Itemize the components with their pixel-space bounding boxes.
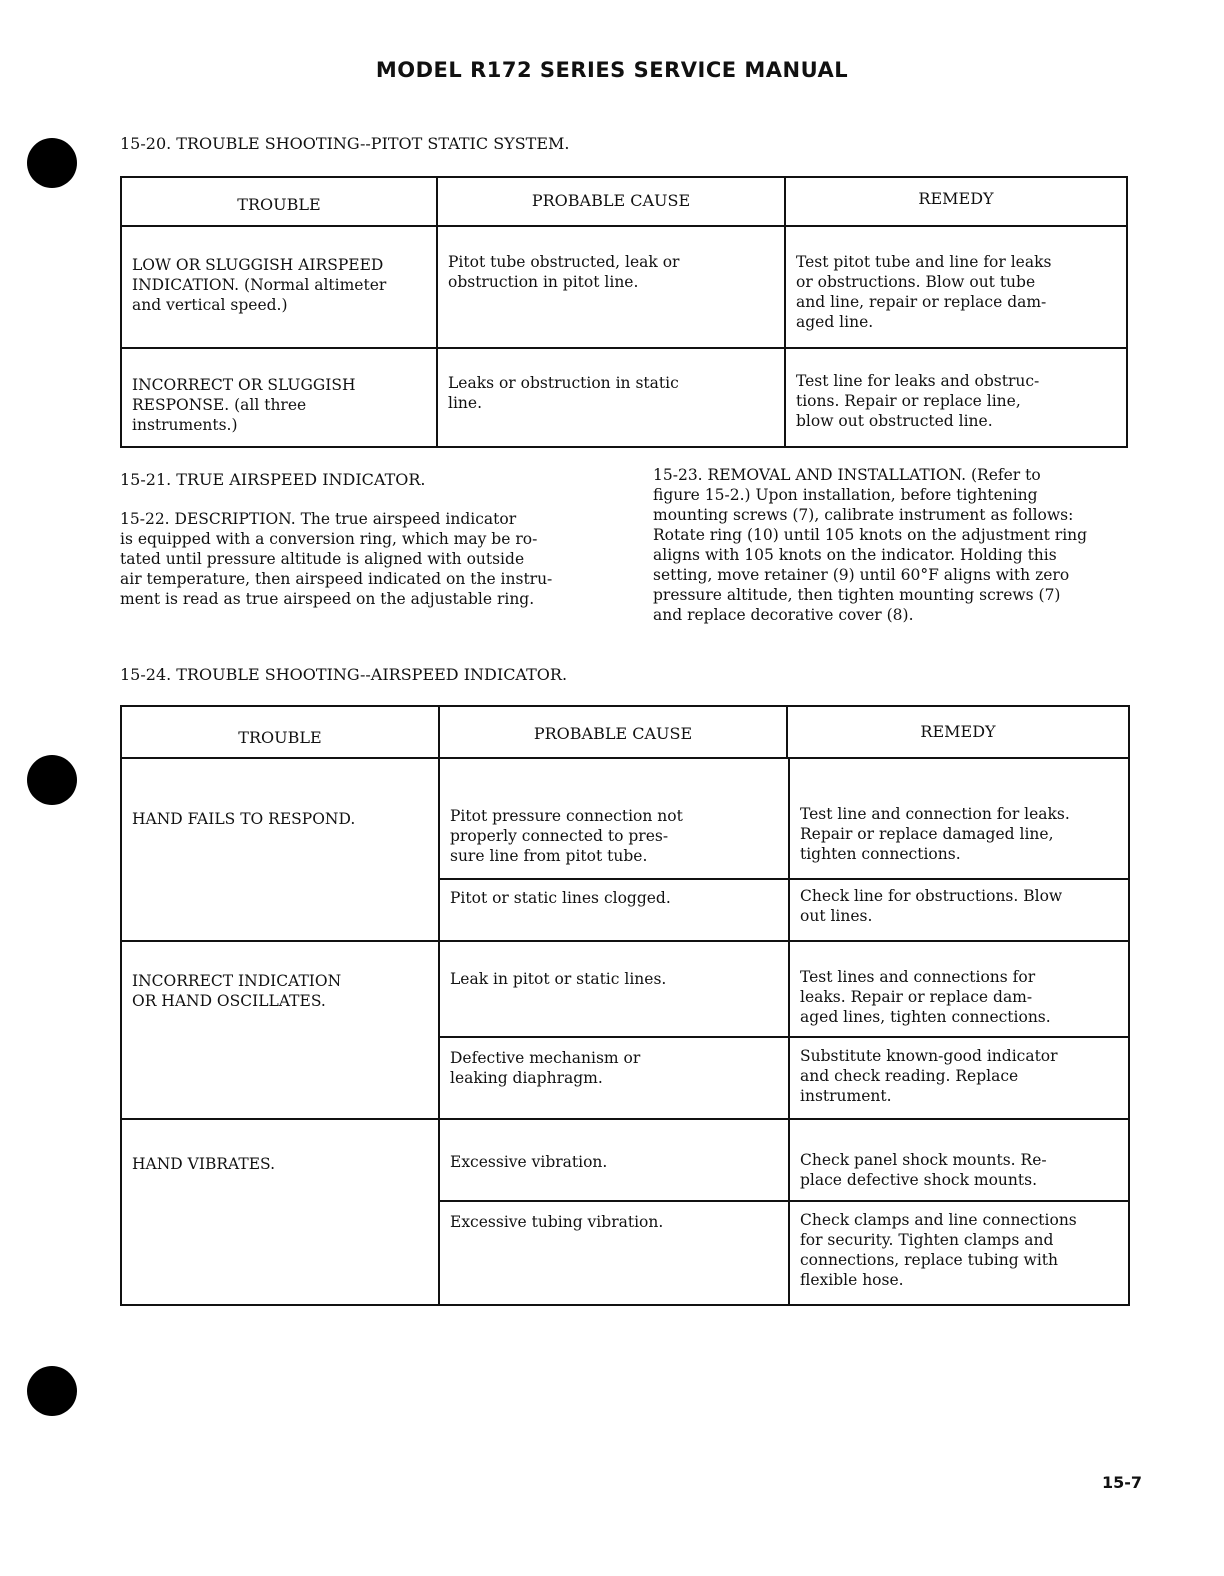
- section-15-24-heading: 15-24. TROUBLE SHOOTING--AIRSPEED INDICATOR.: [120, 665, 568, 684]
- probable-cause-cell: Defective mechanism or leaking diaphragm.: [438, 1038, 788, 1118]
- table-header-row: [122, 178, 1126, 225]
- binder-hole-top: [27, 138, 77, 188]
- section-15-22-paragraph: 15-22. DESCRIPTION. The true airspeed indicator is equipped with a conversion ring, which may be ro- tated until pressure altitude is aligned with outside air temperature, then airspeed indicated on the instru- ment is read as true airspeed on the adjustable ring.: [120, 510, 553, 608]
- remedy-cell: Test line and connection for leaks. Repair or replace damaged line, tighten connections.: [788, 759, 1128, 878]
- table-row: [438, 942, 1128, 1036]
- binder-hole-middle: [27, 755, 77, 805]
- trouble-cell: HAND FAILS TO RESPOND.: [132, 810, 356, 828]
- column-header-trouble: TROUBLE: [238, 728, 322, 747]
- column-header-trouble: TROUBLE: [237, 195, 321, 214]
- table-row-group: [122, 940, 1128, 1118]
- section-15-20-heading: 15-20. TROUBLE SHOOTING--PITOT STATIC SYSTEM.: [120, 134, 570, 153]
- remedy-cell: Test lines and connections for leaks. Repair or replace dam- aged lines, tighten connections.: [788, 942, 1128, 1036]
- pitot-static-table: [120, 176, 1128, 448]
- remedy-cell: Test pitot tube and line for leaks or obstructions. Blow out tube and line, repair or replace dam- aged line.: [784, 227, 1126, 347]
- table-row-group: [122, 1118, 1128, 1304]
- page-title: MODEL R172 SERIES SERVICE MANUAL: [375, 58, 849, 82]
- remedy-cell: Substitute known-good indicator and check reading. Replace instrument.: [788, 1038, 1128, 1118]
- airspeed-indicator-table: [120, 705, 1130, 1306]
- table-header-row: [122, 707, 1128, 757]
- trouble-cell: LOW OR SLUGGISH AIRSPEED INDICATION. (Normal altimeter and vertical speed.): [132, 256, 387, 314]
- table-row: [438, 1200, 1128, 1304]
- page-number: 15-7: [1101, 1473, 1142, 1492]
- table-row: [438, 1120, 1128, 1200]
- column-header-remedy: REMEDY: [784, 178, 1126, 225]
- remedy-cell: Check panel shock mounts. Re- place defective shock mounts.: [788, 1120, 1128, 1200]
- probable-cause-cell: Pitot tube obstructed, leak or obstruction in pitot line.: [436, 227, 784, 347]
- table-row: [438, 1036, 1128, 1118]
- column-header-probable-cause: PROBABLE CAUSE: [438, 707, 786, 757]
- probable-cause-cell: Excessive tubing vibration.: [438, 1202, 788, 1304]
- remedy-cell: Test line for leaks and obstruc- tions. Repair or replace line, blow out obstructed line.: [784, 349, 1126, 446]
- remedy-cell: Check line for obstructions. Blow out lines.: [788, 880, 1128, 940]
- probable-cause-cell: Pitot pressure connection not properly connected to pres- sure line from pitot tube.: [438, 759, 788, 878]
- table-row: [438, 878, 1128, 940]
- trouble-cell: HAND VIBRATES.: [132, 1155, 275, 1173]
- probable-cause-cell: Pitot or static lines clogged.: [438, 880, 788, 940]
- table-row: [122, 347, 1126, 446]
- column-header-remedy: REMEDY: [786, 707, 1128, 757]
- section-15-21-heading: 15-21. TRUE AIRSPEED INDICATOR.: [120, 470, 426, 489]
- table-row: [122, 225, 1126, 347]
- binder-hole-bottom: [27, 1366, 77, 1416]
- table-row: [438, 759, 1128, 878]
- probable-cause-cell: Excessive vibration.: [438, 1120, 788, 1200]
- section-15-23-paragraph: 15-23. REMOVAL AND INSTALLATION. (Refer to figure 15-2.) Upon installation, before tightening mounting screws (7), calibrate instrument as follows: Rotate ring (10) until 105 knots on the adjustment ring aligns with 105 knots on the indicator. Holding this setting, move retainer (9) until 60°F aligns with zero pressure altitude, then tighten mounting screws (7) and replace decorative cover (8).: [653, 466, 1088, 624]
- trouble-cell: INCORRECT OR SLUGGISH RESPONSE. (all three instruments.): [132, 376, 356, 434]
- column-header-probable-cause: PROBABLE CAUSE: [436, 178, 784, 225]
- remedy-cell: Check clamps and line connections for security. Tighten clamps and connections, replace tubing with flexible hose.: [788, 1202, 1128, 1304]
- probable-cause-cell: Leak in pitot or static lines.: [438, 942, 788, 1036]
- probable-cause-cell: Leaks or obstruction in static line.: [436, 349, 784, 446]
- trouble-cell: INCORRECT INDICATION OR HAND OSCILLATES.: [132, 972, 342, 1010]
- table-row-group: [122, 757, 1128, 940]
